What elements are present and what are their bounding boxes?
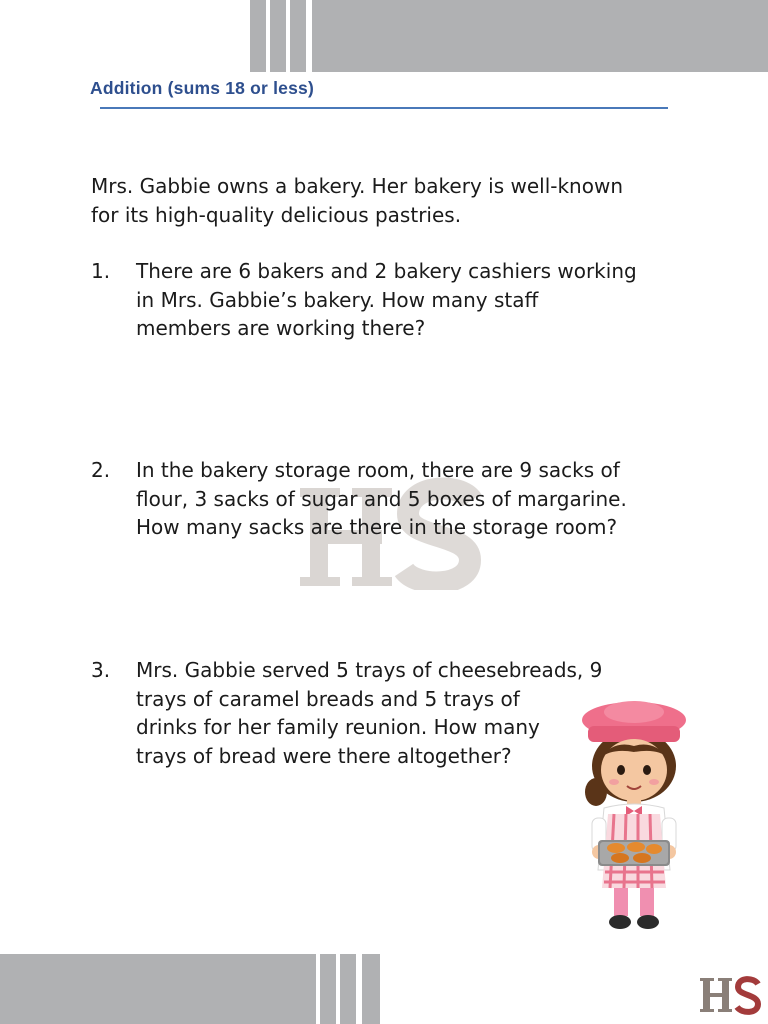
question-number: 2. xyxy=(91,458,111,482)
baker-girl-illustration xyxy=(574,700,694,932)
footer-decorative-bar xyxy=(0,954,380,1024)
question-line: flour, 3 sacks of sugar and 5 boxes of margarine. xyxy=(136,486,627,511)
intro-paragraph xyxy=(91,172,711,229)
question-line: trays of caramel breads and 5 trays of xyxy=(136,686,520,711)
question-line: members are working there? xyxy=(136,316,426,340)
question-line: How many sacks are there in the storage room? xyxy=(136,515,618,539)
header-decorative-bar xyxy=(250,0,768,72)
question-line: There are 6 bakers and 2 bakery cashiers working xyxy=(136,259,637,283)
question-line: in Mrs. Gabbie’s bakery. How many staff xyxy=(136,287,539,312)
question-line: drinks for her family reunion. How many xyxy=(136,715,540,739)
worksheet-title: Addition (sums 18 or less) xyxy=(90,78,314,98)
question-line: Mrs. Gabbie served 5 trays of cheesebreads, 9 xyxy=(136,658,603,682)
title-underline xyxy=(100,107,668,109)
intro-line: Mrs. Gabbie owns a bakery. Her bakery is well-known xyxy=(91,174,624,198)
question-line: trays of bread were there altogether? xyxy=(136,743,512,768)
hs-logo xyxy=(700,974,762,1016)
question-line: In the bakery storage room, there are 9 sacks of xyxy=(136,458,620,482)
intro-line: for its high-quality delicious pastries. xyxy=(91,202,462,227)
question-number: 3. xyxy=(91,658,111,682)
question-number: 1. xyxy=(91,259,111,283)
